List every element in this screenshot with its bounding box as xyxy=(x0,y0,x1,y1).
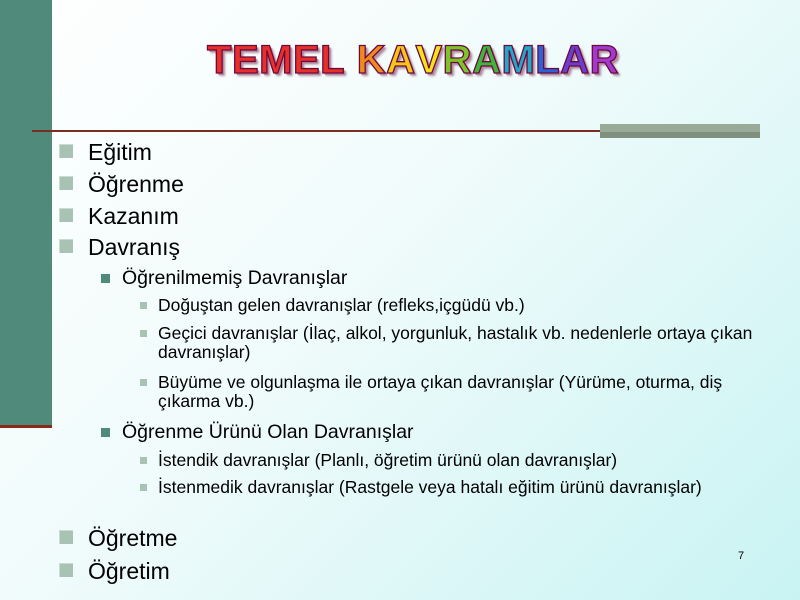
bullet-square xyxy=(59,563,73,577)
page-number: 7 xyxy=(738,550,745,562)
title-letter: L xyxy=(535,38,561,82)
bullet-square xyxy=(140,457,147,464)
bullet-square xyxy=(140,379,147,386)
list-item: İstenmedik davranışlar (Rastgele veya hatalı eğitim ürünü davranışlar) xyxy=(158,477,702,497)
title-letter: A xyxy=(386,38,416,82)
bullet-square xyxy=(59,176,73,190)
title-letter: V xyxy=(415,38,443,82)
list-item: Davranış xyxy=(88,234,181,260)
list-item: Öğretme xyxy=(88,525,178,551)
list-item: Geçici davranışlar (İlaç, alkol, yorgunluk, hastalık vb. nedenlerle ortaya çıkan davranışlar) xyxy=(158,323,753,362)
title-letter: A xyxy=(472,38,502,82)
bullet-square xyxy=(140,484,147,491)
title-letter: L xyxy=(320,38,346,82)
bullet-square xyxy=(101,428,110,437)
title-letter: T xyxy=(207,38,232,82)
title-letter: K xyxy=(356,38,387,82)
list-item: Doğuştan gelen davranışlar (refleks,içgüdü vb.) xyxy=(158,295,525,315)
title-letter: M xyxy=(501,38,536,82)
list-item: Kazanım xyxy=(88,203,179,229)
title-letter: A xyxy=(560,38,590,82)
bullet-square xyxy=(59,530,73,544)
list-item: Öğrenme Ürünü Olan Davranışlar xyxy=(122,421,414,443)
list-item: Büyüme ve olgunlaşma ile ortaya çıkan davranışlar (Yürüme, oturma, diş çıkarma vb.) xyxy=(158,372,723,411)
title-letter: M xyxy=(259,38,293,82)
list-item: Öğretim xyxy=(88,558,170,584)
bullet-square xyxy=(59,239,73,253)
list-item: Eğitim xyxy=(88,139,152,165)
title-letter: R xyxy=(442,38,473,82)
bullet-square xyxy=(59,208,73,222)
bullet-square xyxy=(140,330,147,337)
list-item: Öğrenme xyxy=(88,171,184,197)
title-letter: E xyxy=(231,38,260,82)
list-item: İstendik davranışlar (Planlı, öğretim ürünü olan davranışlar) xyxy=(158,450,618,470)
bullet-square xyxy=(101,274,110,283)
title-letter: R xyxy=(589,38,619,82)
list-item: Öğrenilmemiş Davranışlar xyxy=(122,267,348,289)
bullet-square xyxy=(59,144,73,158)
title-letter: E xyxy=(292,38,321,82)
bullet-square xyxy=(140,302,147,309)
